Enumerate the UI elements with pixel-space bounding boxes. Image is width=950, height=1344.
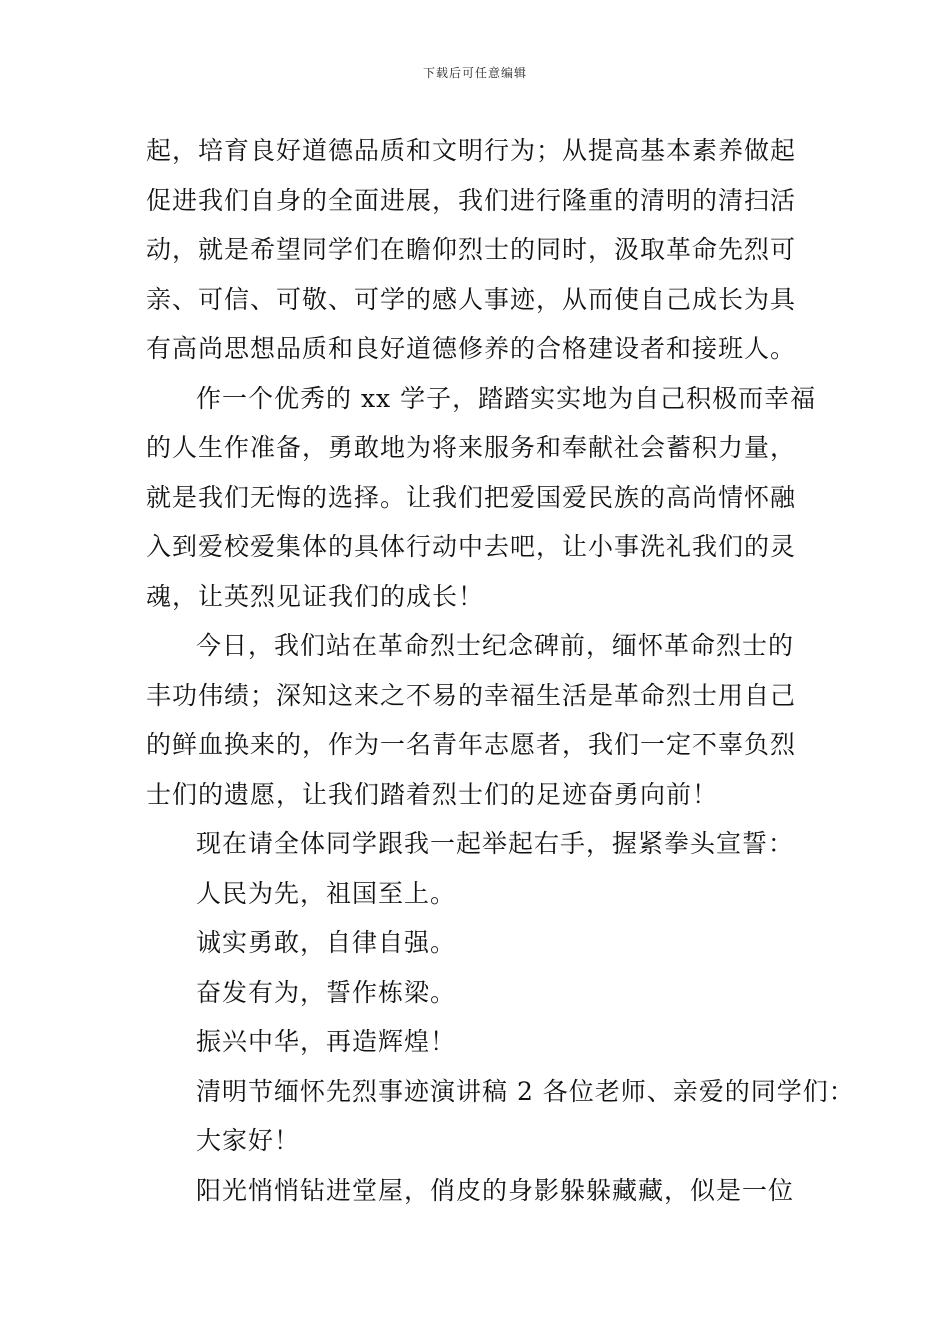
text-line: 士们的遗愿，让我们踏着烈士们的足迹奋勇向前！ (146, 779, 719, 809)
paragraph-start-line: 作一个优秀的 xx 学子，踏踏实实地为自己积极而幸福 (196, 383, 817, 413)
text-line: 丰功伟绩；深知这来之不易的幸福生活是革命烈士用自己 (146, 680, 797, 710)
text-line: 亲、可信、可敬、可学的感人事迹，从而使自己成长为具 (146, 284, 797, 314)
paragraph-start-line: 阳光悄悄钻进堂屋，俏皮的身影躲躲藏藏，似是一位 (196, 1175, 795, 1205)
oath-line: 人民为先，祖国至上。 (196, 878, 457, 908)
text-line: 动，就是希望同学们在瞻仰烈士的同时，汲取革命先烈可 (146, 235, 797, 264)
text-line: 的人生作准备，勇敢地为将来服务和奉献社会蓄积力量， (146, 433, 797, 462)
paragraph-start-line: 今日，我们站在革命烈士纪念碑前，缅怀革命烈士的 (196, 631, 795, 660)
body-text (146, 126, 855, 1215)
oath-line: 振兴中华，再造辉煌！ (196, 1027, 457, 1056)
greeting-line: 大家好！ (196, 1126, 301, 1155)
page-header: 下载后可任意编辑 (422, 66, 527, 80)
section-title-line: 清明节缅怀先烈事迹演讲稿 2 各位老师、亲爱的同学们： (196, 1076, 855, 1106)
text-line: 促进我们自身的全面进展，我们进行隆重的清明的清扫活 (146, 185, 797, 215)
text-line: 有高尚思想品质和良好道德修养的合格建设者和接班人。 (146, 334, 797, 363)
text-line: 的鲜血换来的，作为一名青年志愿者，我们一定不辜负烈 (146, 730, 797, 759)
paragraph-start-line: 现在请全体同学跟我一起举起右手，握紧拳头宣誓： (196, 829, 795, 858)
text-line: 就是我们无悔的选择。让我们把爱国爱民族的高尚情怀融 (146, 482, 797, 512)
text-line: 入到爱校爱集体的具体行动中去吧，让小事洗礼我们的灵 (146, 532, 797, 561)
text-line: 魂，让英烈见证我们的成长！ (146, 581, 485, 611)
text-line: 起，培育良好道德品质和文明行为；从提高基本素养做起 (146, 136, 797, 165)
oath-line: 诚实勇敢，自律自强。 (196, 928, 457, 957)
oath-line: 奋发有为，誓作栋梁。 (196, 977, 457, 1007)
